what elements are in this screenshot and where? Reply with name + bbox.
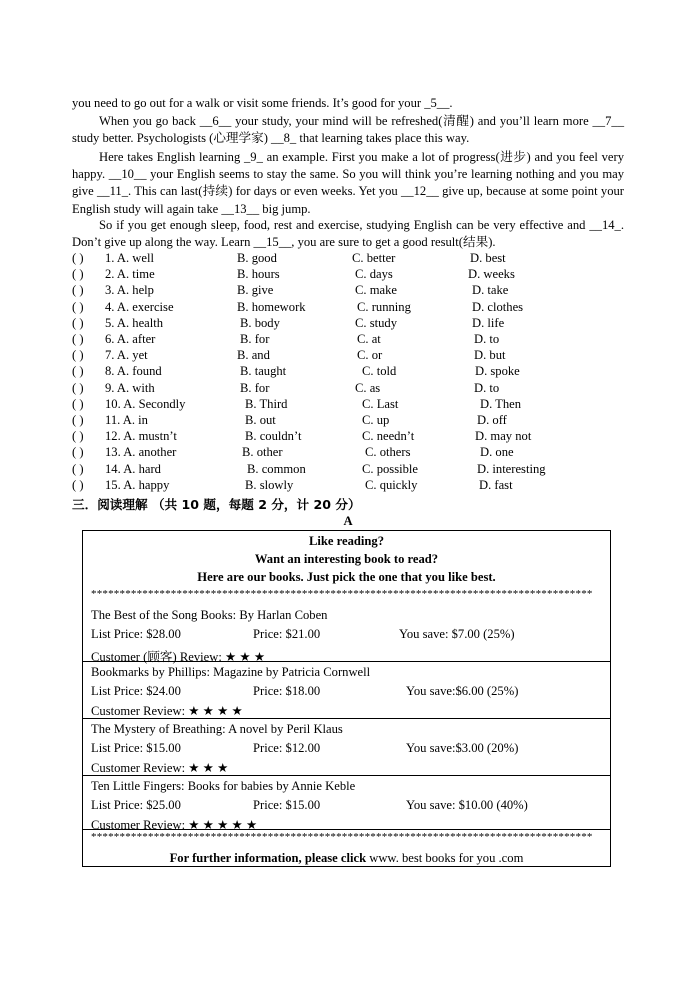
option-c: C. needn’t	[362, 429, 415, 444]
book-title: The Mystery of Breathing: A novel by Peril Klaus	[91, 722, 343, 736]
option-d: D. to	[474, 332, 500, 346]
option-a: 10. A. Secondly	[105, 396, 186, 411]
question-row	[72, 316, 632, 332]
section-heading	[72, 494, 361, 513]
answer-blank[interactable]: ( )	[72, 251, 84, 265]
book-title: The Best of the Song Books: By Harlan Coben	[91, 608, 328, 622]
list-price: List Price: $28.00	[91, 627, 181, 641]
option-d: D. to	[474, 380, 500, 395]
answer-blank[interactable]: ( )	[72, 283, 84, 298]
option-b: B. homework	[237, 299, 306, 314]
answer-blank[interactable]: ( )	[72, 380, 84, 395]
option-d: D. may not	[475, 429, 532, 444]
question-row	[72, 397, 632, 413]
sale-price: Price: $15.00	[253, 798, 321, 812]
book-title: Ten Little Fingers: Books for babies by Annie Keble	[91, 779, 356, 793]
passage-paragraph-2	[72, 113, 624, 147]
option-c: C. told	[362, 364, 397, 379]
list-price: List Price: $24.00	[91, 684, 181, 698]
passage-text: Here takes English learning _9_ an example. First you make a lot of progress(进步) and you feel very happy. __10__ your English seems to stay the same. So you will think you’re learning nothing and you may give __11_. This can last(持续) for days or even weeks. Yet you __12__ give up, because at some point your English study will again take __13__ big jump.	[72, 150, 624, 216]
ad-headline-2: Want an interesting book to read?	[254, 552, 439, 566]
question-row	[72, 462, 632, 478]
option-c: C. quickly	[365, 477, 418, 492]
option-a: 5. A. health	[105, 315, 164, 330]
answer-blank[interactable]: ( )	[72, 445, 84, 460]
ad-footer	[83, 851, 610, 866]
option-b: B. good	[237, 251, 277, 265]
option-c: C. others	[365, 445, 411, 460]
option-d: D. interesting	[477, 461, 546, 476]
answer-blank[interactable]: ( )	[72, 348, 84, 363]
option-a: 4. A. exercise	[105, 299, 174, 314]
option-b: B. Third	[245, 396, 288, 411]
asterisk-divider-top: ****************************************************************************************	[91, 588, 593, 600]
question-row	[72, 429, 632, 445]
option-c: C. at	[357, 332, 381, 346]
option-c: C. possible	[362, 461, 418, 476]
answer-blank[interactable]: ( )	[72, 477, 84, 492]
sale-price: Price: $18.00	[253, 684, 321, 698]
list-price: List Price: $25.00	[91, 798, 181, 812]
answer-blank[interactable]: ( )	[72, 332, 84, 346]
book-row-divider	[83, 829, 610, 830]
answer-blank[interactable]: ( )	[72, 413, 84, 427]
option-c: C. or	[357, 348, 383, 363]
option-a: 7. A. yet	[105, 348, 148, 363]
option-b: B. couldn’t	[245, 429, 302, 444]
footer-label: For further information, please click	[169, 851, 367, 865]
option-a: 15. A. happy	[105, 477, 170, 492]
question-row	[72, 251, 632, 267]
you-save: You save: $10.00 (40%)	[406, 798, 528, 812]
you-save: You save:$6.00 (25%)	[406, 684, 519, 698]
answer-blank[interactable]: ( )	[72, 267, 84, 282]
answer-blank[interactable]: ( )	[72, 364, 84, 379]
passage-paragraph-1	[72, 95, 624, 112]
option-a: 9. A. with	[105, 380, 155, 395]
question-row	[72, 348, 632, 364]
question-row	[72, 413, 632, 429]
book-row-divider	[83, 775, 610, 776]
option-d: D. fast	[479, 477, 513, 492]
option-c: C. up	[362, 413, 390, 427]
option-b: B. out	[245, 413, 276, 427]
sale-price: Price: $12.00	[253, 741, 321, 755]
option-d: D. life	[472, 315, 505, 330]
option-a: 1. A. well	[105, 251, 154, 265]
answer-blank[interactable]: ( )	[72, 396, 84, 411]
footer-link[interactable]: www. best books for you .com	[366, 851, 524, 865]
answer-blank[interactable]: ( )	[72, 461, 84, 476]
option-b: B. common	[247, 461, 306, 476]
option-a: 8. A. found	[105, 364, 162, 379]
list-price: List Price: $15.00	[91, 741, 181, 755]
option-c: C. days	[355, 267, 393, 282]
section-title: 三．阅读理解	[72, 497, 148, 512]
sale-price: Price: $21.00	[253, 627, 321, 641]
option-b: B. other	[242, 445, 283, 460]
option-b: B. for	[240, 332, 270, 346]
ad-headline-1: Like reading?	[309, 534, 384, 548]
option-d: D. one	[480, 445, 514, 460]
passage-letter: A	[343, 514, 353, 528]
question-row	[72, 332, 632, 348]
book-title: Bookmarks by Phillips: Magazine by Patricia Cornwell	[91, 665, 371, 679]
book-row-divider	[83, 718, 610, 719]
question-row	[72, 445, 632, 461]
option-a: 12. A. mustn’t	[105, 429, 177, 444]
customer-review: Customer Review: ★ ★ ★	[91, 761, 229, 775]
option-d: D. weeks	[468, 267, 515, 282]
section-note: （共 10 题，每题 2 分，计 20 分）	[151, 497, 361, 512]
question-row	[72, 300, 632, 316]
question-row	[72, 381, 632, 397]
passage-paragraph-3	[72, 149, 624, 218]
passage-paragraph-4	[72, 217, 624, 251]
passage-text: When you go back __6__ your study, your mind will be refreshed(清醒) and you’ll learn more __7__ study better. Psychologists (心理学家) __8_ that learning takes place this way.	[72, 114, 624, 146]
option-b: B. give	[237, 283, 274, 298]
answer-blank[interactable]: ( )	[72, 429, 84, 444]
option-d: D. best	[470, 251, 506, 265]
option-a: 2. A. time	[105, 267, 155, 282]
question-row	[72, 364, 632, 380]
book-ad-box	[82, 530, 611, 867]
option-b: B. taught	[240, 364, 287, 379]
customer-review: Customer Review: ★ ★ ★ ★ ★	[91, 818, 258, 832]
option-d: D. clothes	[472, 299, 524, 314]
customer-review: Customer (顾客) Review: ★ ★ ★	[91, 650, 266, 664]
option-b: B. for	[240, 380, 270, 395]
passage-text: you need to go out for a walk or visit some friends. It’s good for your _5__.	[72, 96, 453, 110]
option-d: D. Then	[480, 396, 522, 411]
option-d: D. but	[474, 348, 506, 363]
passage-text: So if you get enough sleep, food, rest and exercise, studying English can be very effective and __14_. Don’t give up along the way. Learn __15__, you are sure to get a good result(结果).	[72, 218, 624, 250]
option-d: D. spoke	[475, 364, 520, 379]
option-c: C. better	[352, 251, 396, 265]
option-b: B. body	[240, 315, 280, 330]
option-c: C. running	[357, 299, 411, 314]
option-c: C. as	[355, 380, 381, 395]
question-row	[72, 267, 632, 283]
you-save: You save: $7.00 (25%)	[399, 627, 515, 641]
option-a: 3. A. help	[105, 283, 154, 298]
question-row	[72, 283, 632, 299]
option-b: B. and	[237, 348, 270, 363]
option-a: 13. A. another	[105, 445, 177, 460]
option-c: C. Last	[362, 396, 399, 411]
option-c: C. make	[355, 283, 397, 298]
option-b: B. slowly	[245, 477, 294, 492]
you-save: You save:$3.00 (20%)	[406, 741, 519, 755]
option-a: 11. A. in	[105, 413, 148, 427]
customer-review: Customer Review: ★ ★ ★ ★	[91, 704, 243, 718]
question-row	[72, 478, 632, 494]
answer-blank[interactable]: ( )	[72, 315, 84, 330]
option-c: C. study	[355, 315, 397, 330]
option-d: D. off	[477, 413, 507, 427]
book-row-divider	[83, 661, 610, 662]
option-d: D. take	[472, 283, 509, 298]
ad-headline-3: Here are our books. Just pick the one that you like best.	[197, 570, 496, 584]
option-a: 6. A. after	[105, 332, 156, 346]
option-b: B. hours	[237, 267, 280, 282]
answer-blank[interactable]: ( )	[72, 299, 84, 314]
option-a: 14. A. hard	[105, 461, 161, 476]
asterisk-divider-bottom: ****************************************************************************************	[91, 831, 593, 843]
